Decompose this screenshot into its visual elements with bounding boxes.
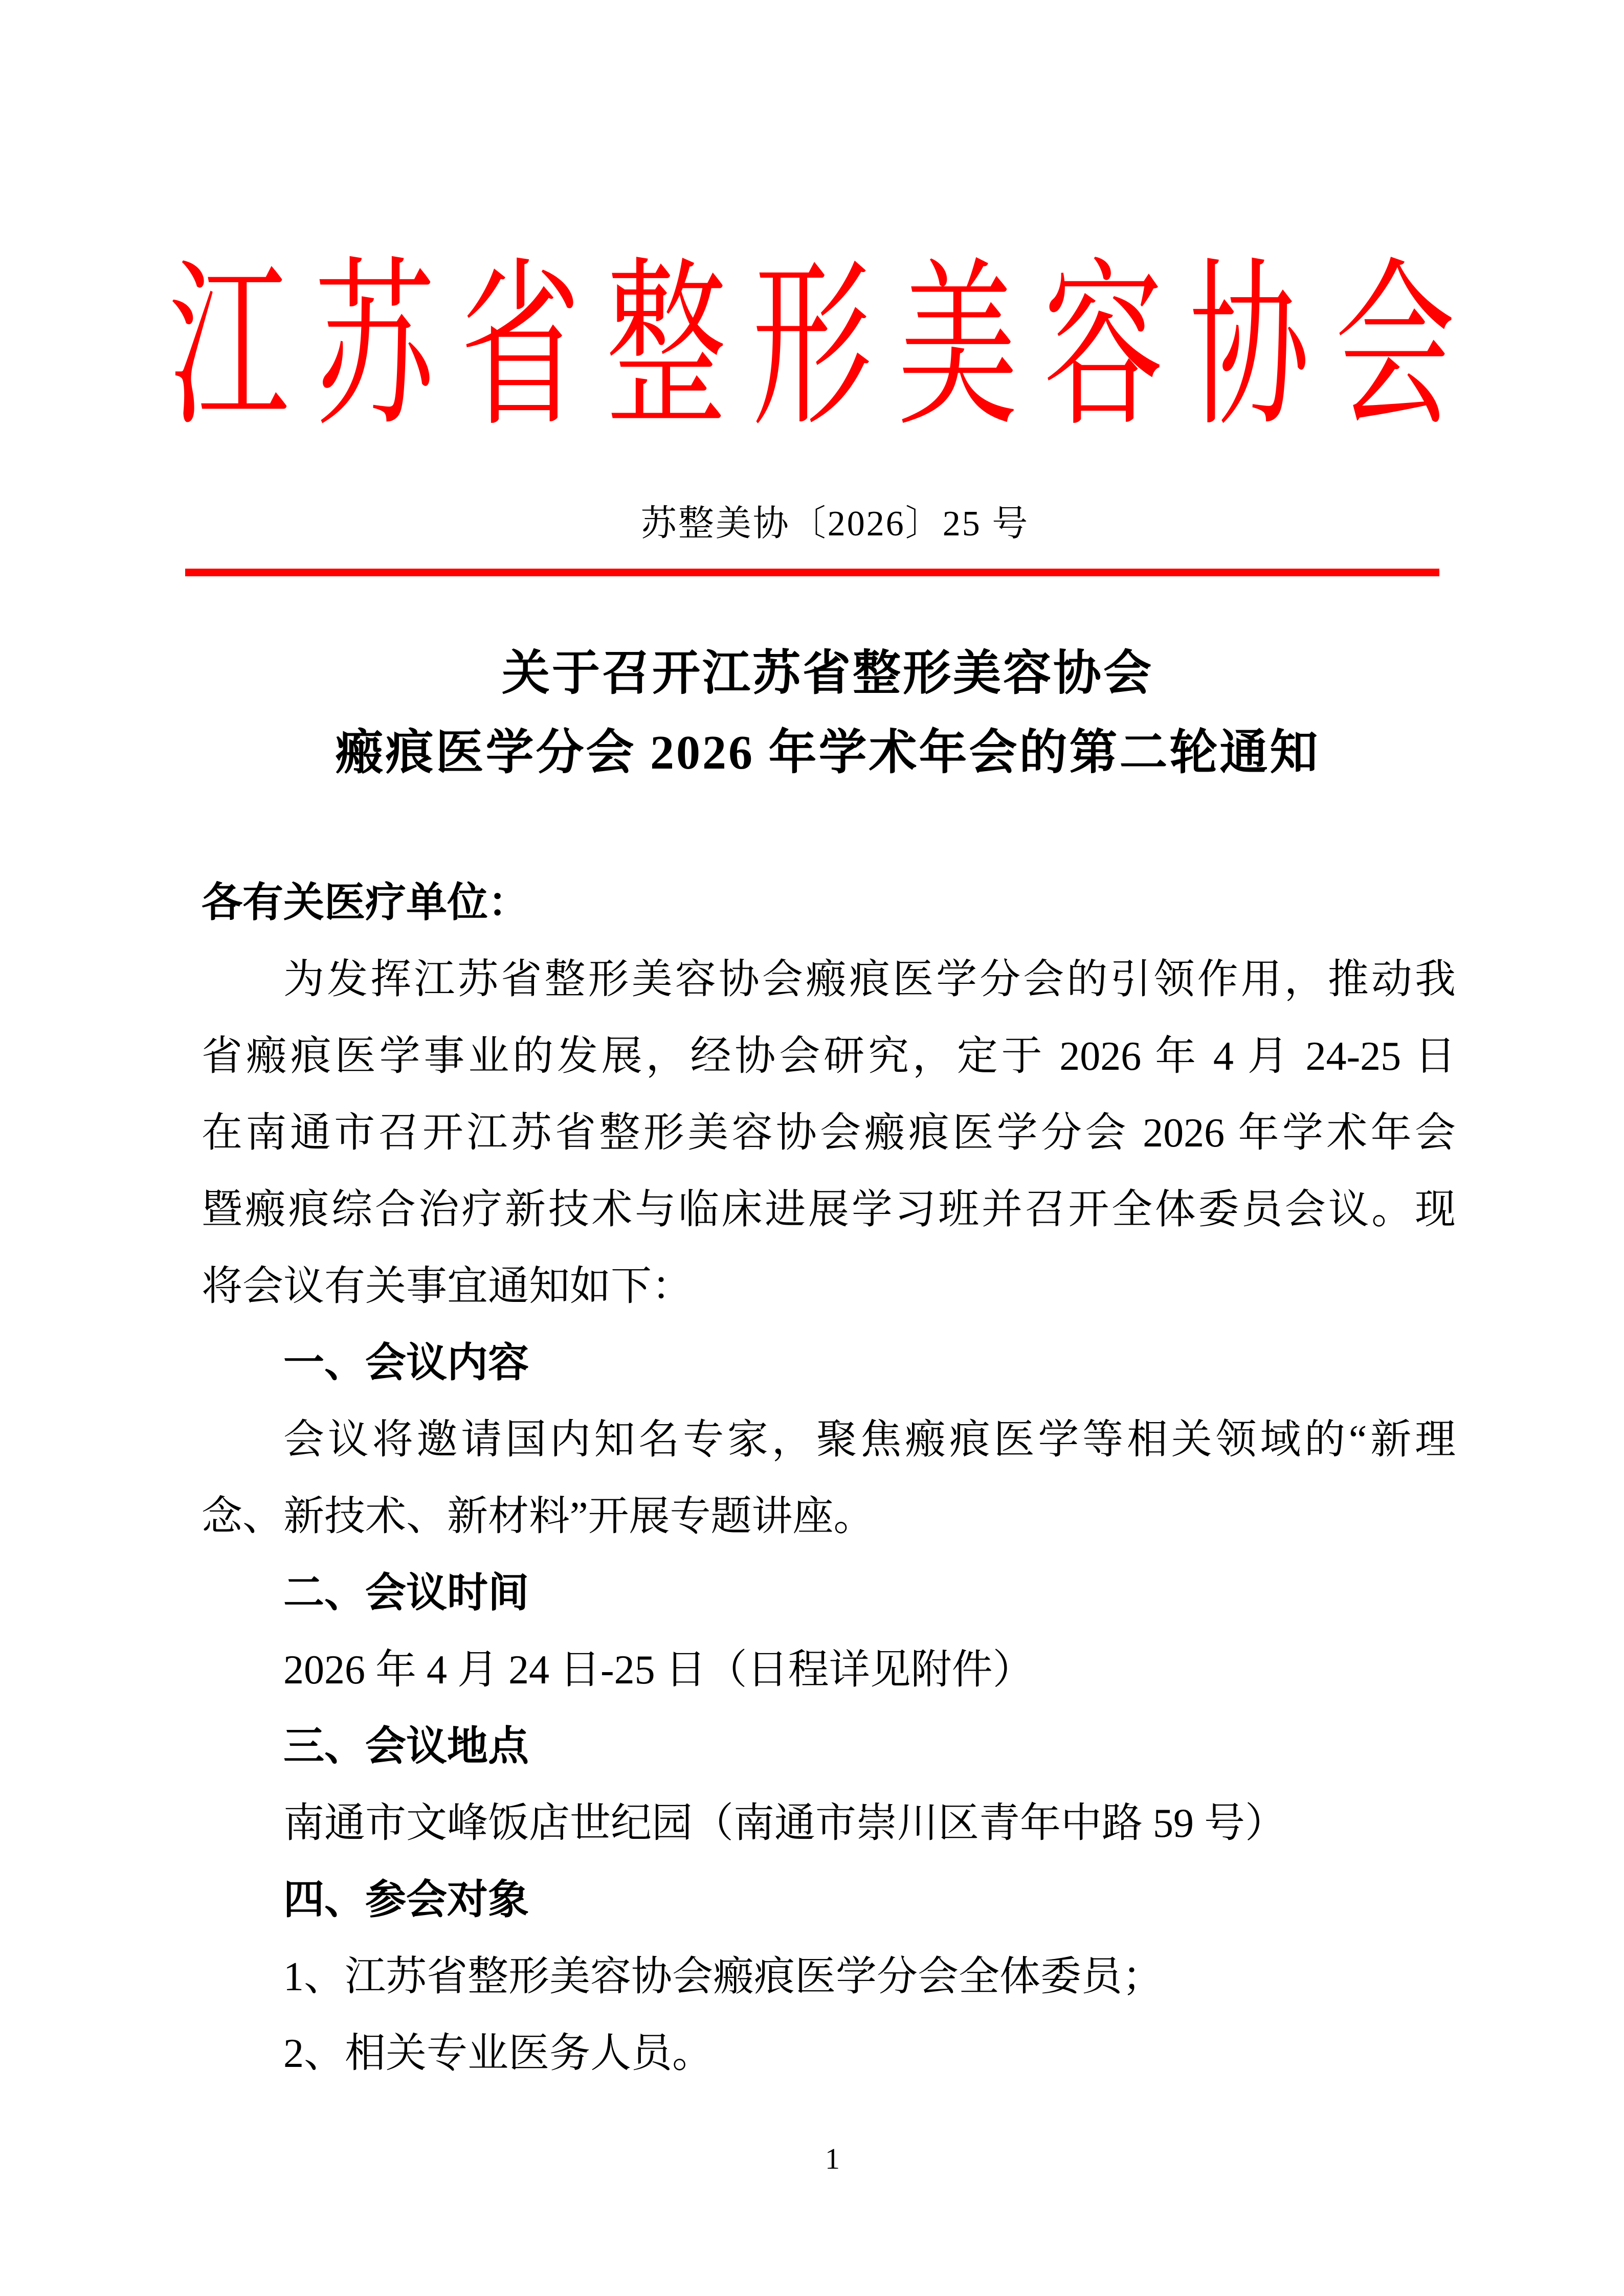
doc-title-line-1: 关于召开江苏省整形美容协会	[501, 647, 1153, 700]
body-line: 将会议有关事宜通知如下：	[202, 1264, 693, 1309]
body-line: 2026 年 4 月 24 日-25 日（日程详见附件）	[283, 1648, 1034, 1693]
letterhead-org-name: 江苏省整形美容协会	[169, 248, 1481, 448]
body-line: 省瘢痕医学事业的发展，经协会研究，定于 2026 年 4 月 24-25 日	[202, 1034, 1456, 1079]
body-line: 暨瘢痕综合治疗新技术与临床进展学习班并召开全体委员会议。现	[202, 1187, 1456, 1232]
body-line: 会议将邀请国内知名专家，聚焦瘢痕医学等相关领域的“新理	[283, 1417, 1456, 1462]
body-line: 在南通市召开江苏省整形美容协会瘢痕医学分会 2026 年学术年会	[202, 1111, 1456, 1156]
list-item: 2、相关专业医务人员。	[283, 2031, 713, 2076]
salutation-line: 各有关医疗单位：	[202, 881, 529, 926]
doc-body	[202, 865, 1456, 2092]
section-heading-3: 三、会议地点	[283, 1724, 529, 1769]
doc-title-line-2: 瘢痕医学分会 2026 年学术年会的第二轮通知	[335, 726, 1320, 779]
body-line: 念、新技术、新材料”开展专题讲座。	[202, 1494, 875, 1539]
section-heading-1: 一、会议内容	[283, 1341, 529, 1386]
page-number: 1	[825, 2142, 840, 2175]
body-line: 南通市文峰饭店世纪园（南通市崇川区青年中路 59 号）	[283, 1801, 1286, 1846]
letterhead-divider-line	[185, 569, 1439, 576]
doc-title	[201, 634, 1455, 793]
section-heading-4: 四、参会对象	[283, 1878, 529, 1923]
body-line: 为发挥江苏省整形美容协会瘢痕医学分会的引领作用，推动我	[283, 957, 1456, 1002]
doc-number: 苏整美协〔2026〕25 号	[640, 504, 1030, 544]
list-item: 1、江苏省整形美容协会瘢痕医学分会全体委员；	[283, 1954, 1163, 1999]
section-heading-2: 二、会议时间	[283, 1571, 529, 1616]
